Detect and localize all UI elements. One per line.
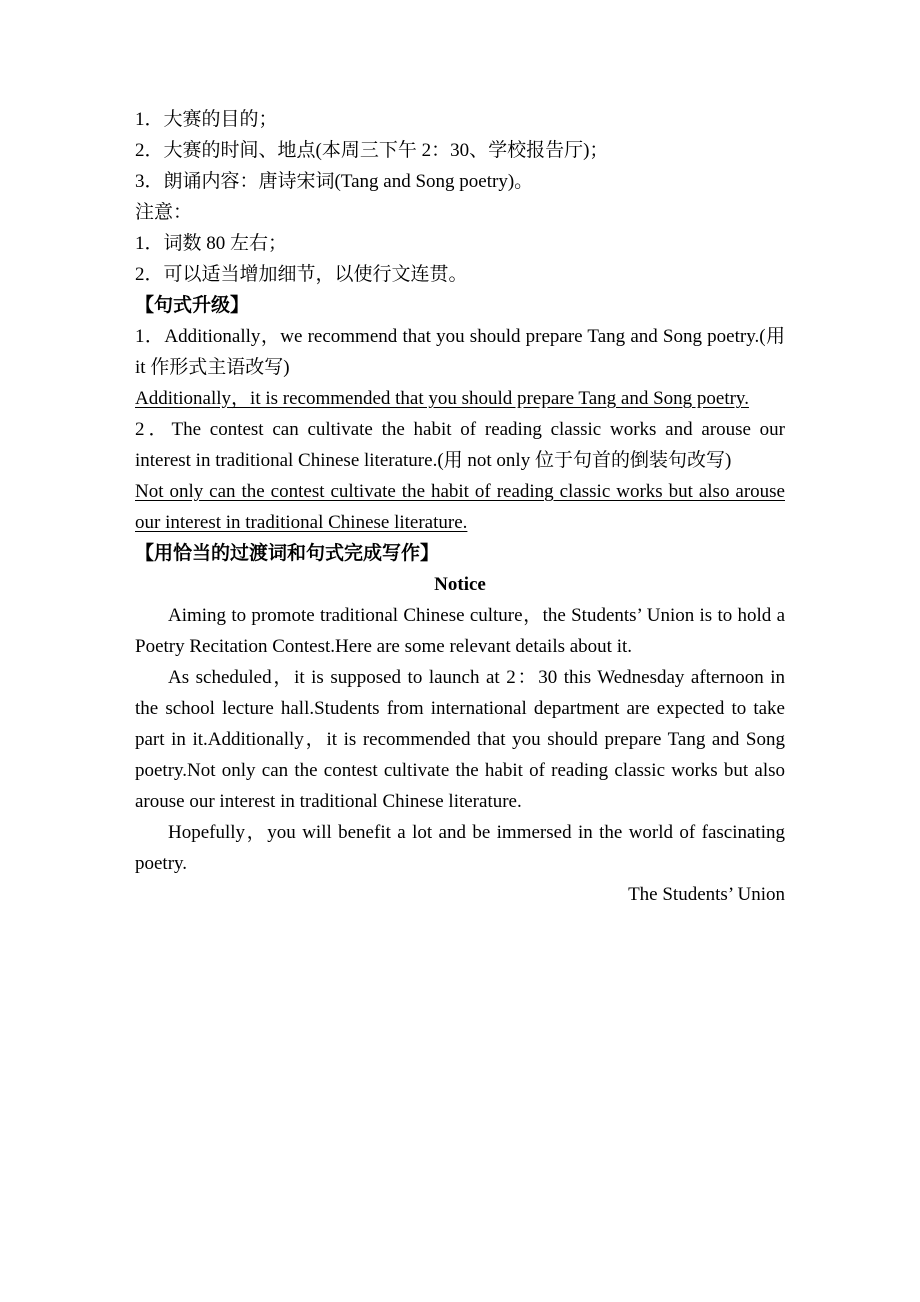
prompt-item-1: 1．大赛的目的；: [135, 109, 278, 130]
sentence-upgrade-heading: 【句式升级】: [135, 295, 250, 316]
notes-label: 注意：: [135, 202, 193, 223]
prompt-item-3: 3．朗诵内容：唐诗宋词(Tang and Song poetry)。: [135, 171, 534, 192]
upgrade-answer-1: Additionally，it is recommended that you should prepare Tang and Song poetry.: [135, 388, 749, 409]
upgrade-question-2: 2．The contest can cultivate the habit of reading classic works and arouse our interest in traditional Chinese literature.(用 not only 位于句首的倒装句改写): [135, 419, 785, 471]
upgrade-answer-2: Not only can the contest cultivate the habit of reading classic works but also arouse our interest in traditional Chinese literature.: [135, 481, 785, 533]
essay-signature: The Students’ Union: [628, 884, 785, 905]
essay-paragraph-1: Aiming to promote traditional Chinese culture，the Students’ Union is to hold a Poetry Recitation Contest.Here are some relevant details about it.: [135, 605, 785, 657]
upgrade-question-1: 1．Additionally，we recommend that you should prepare Tang and Song poetry.(用 it 作形式主语改写): [135, 326, 785, 378]
note-item-2: 2．可以适当增加细节，以使行文连贯。: [135, 264, 468, 285]
model-essay-heading: 【用恰当的过渡词和句式完成写作】: [135, 543, 440, 564]
model-essay-section: [135, 538, 785, 910]
essay-paragraph-2: As scheduled，it is supposed to launch at 2：30 this Wednesday afternoon in the school lecture hall.Students from international department are expected to take part in it.Additionally，it is recommended that you should prepare Tang and Song poetry.Not only can the contest cultivate the habit of reading classic works but also arouse our interest in traditional Chinese literature.: [135, 667, 785, 812]
note-item-1: 1．词数 80 左右；: [135, 233, 288, 254]
document-page: [135, 0, 785, 910]
prompt-item-2: 2．大赛的时间、地点(本周三下午 2：30、学校报告厅)；: [135, 140, 609, 161]
sentence-upgrade-section: [135, 290, 785, 538]
essay-title: Notice: [434, 574, 486, 595]
essay-paragraph-3: Hopefully，you will benefit a lot and be immersed in the world of fascinating poetry.: [135, 822, 785, 874]
writing-prompt-section: [135, 104, 785, 290]
